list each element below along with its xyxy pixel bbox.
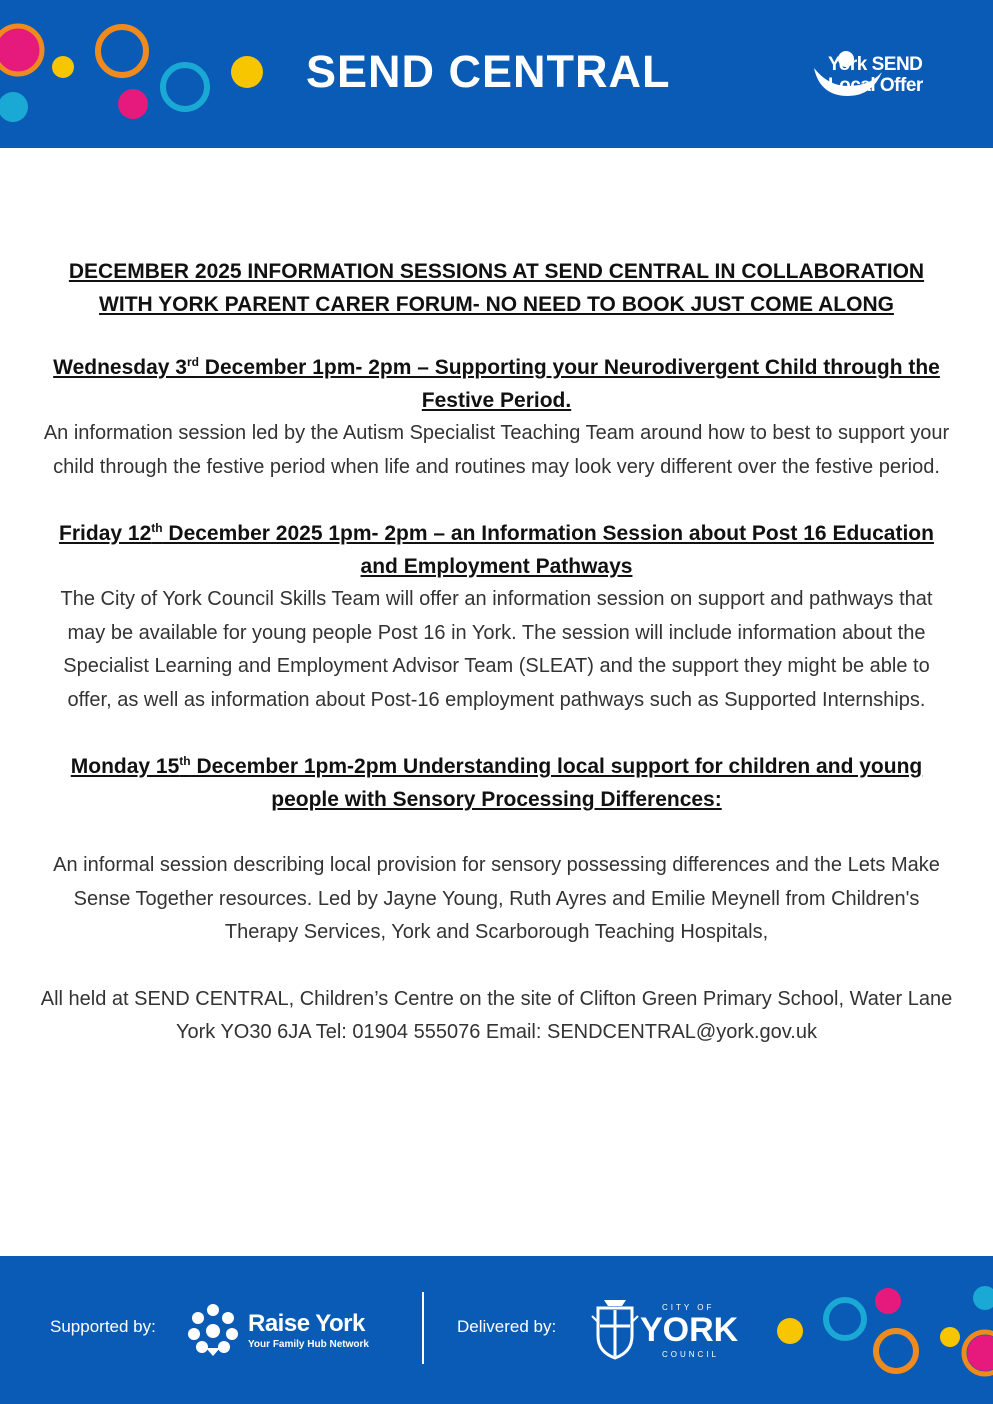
footer-banner <box>0 1256 993 1404</box>
header-banner <box>0 0 993 148</box>
york-name: YORK <box>640 1311 739 1349</box>
location-details: All held at SEND CENTRAL, Children’s Centre on the site of Clifton Green Primary School, Water Lane York YO30 6JA Tel: 01904 555076 Email: SENDCENTRAL@york.gov.uk <box>40 987 953 1043</box>
session-description-3: An informal session describing local provision for sensory possessing differences and the Lets Make Sense Together resources. Led by Jayne Young, Ruth Ayres and Emilie Meynell from Children's Therapy Services, York and Scarborough Teaching Hospitals, <box>53 854 940 943</box>
session-title: December 1pm-2pm Understanding local support for children and young people with Sensory Processing Differences: <box>190 755 923 811</box>
decorative-circles-icon <box>770 1256 993 1404</box>
session-day: Monday 15 <box>70 755 180 778</box>
session-heading-3 <box>40 750 953 816</box>
date-suffix: th <box>179 754 191 768</box>
york-council: COUNCIL <box>662 1350 720 1359</box>
raise-york-tagline: Your Family Hub Network <box>248 1339 369 1350</box>
session-heading-2 <box>40 517 953 583</box>
decorative-circles-icon <box>0 0 290 148</box>
session-title: December 1pm- 2pm – Supporting your Neurodivergent Child through the Festive Period. <box>198 356 940 412</box>
logo-line-1: York SEND <box>828 54 923 75</box>
session-day: Wednesday 3 <box>53 356 187 379</box>
local-offer-logo-text <box>828 54 923 96</box>
york-crest-icon <box>590 1296 640 1362</box>
logo-line-2: Local Offer <box>828 75 923 96</box>
session-title: December 2025 1pm- 2pm – an Information Session about Post 16 Education and Employment Pathways <box>162 522 934 578</box>
supported-by-label: Supported by: <box>50 1317 156 1336</box>
session-day: Friday 12 <box>59 522 152 545</box>
session-description-2: The City of York Council Skills Team will offer an information session on support and pathways that may be available for young people Post 16 in York. The session will include information about the Specialist Learning and Employment Advisor Team (SLEAT) and the support they might be able to offer, as well as information about Post-16 employment pathways such as Supported Internships. <box>60 588 933 711</box>
delivered-by-label: Delivered by: <box>457 1317 557 1336</box>
raise-york-logo-icon <box>188 1302 238 1358</box>
main-heading: DECEMBER 2025 INFORMATION SESSIONS AT SEND CENTRAL IN COLLABORATION WITH YORK PARENT CARER FORUM- NO NEED TO BOOK JUST COME ALONG <box>68 260 925 316</box>
main-content <box>40 255 953 1083</box>
date-suffix: rd <box>186 355 199 369</box>
session-description-1: An information session led by the Autism Specialist Teaching Team around how to best to support your child through the festive period when life and routines may look very different over the festive period. <box>43 422 950 478</box>
date-suffix: th <box>151 521 163 535</box>
footer-divider <box>422 1292 424 1364</box>
session-heading-1 <box>40 351 953 417</box>
york-city-of: CITY OF <box>662 1303 715 1312</box>
raise-york-name: Raise York <box>248 1310 365 1337</box>
page-title: SEND CENTRAL <box>306 46 671 97</box>
